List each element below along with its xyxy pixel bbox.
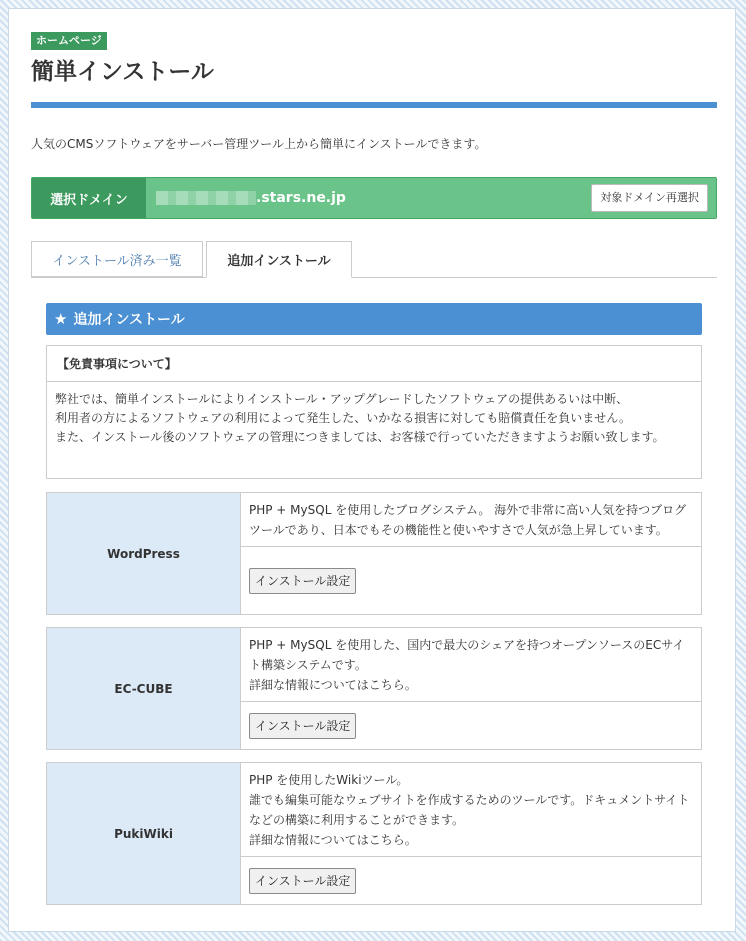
- app-description: [241, 763, 701, 857]
- title-divider: [31, 102, 717, 108]
- app-details: [241, 763, 701, 904]
- disclaimer-box: [46, 345, 702, 479]
- app-description-text: PHP + MySQL を使用したブログシステム。 海外で非常に高い人気を持つブログツールであり、日本でもその機能性と使いやすさで人気が急上昇しています。: [249, 503, 687, 537]
- tab-bar: [31, 241, 717, 278]
- page-description: 人気のCMSソフトウェアをサーバー管理ツール上から簡単にインストールできます。: [31, 137, 487, 151]
- section-header: [46, 303, 702, 335]
- app-row-pukiwiki: [46, 762, 702, 905]
- selected-domain-label: 選択ドメイン: [32, 178, 146, 218]
- disclaimer-text: 弊社では、簡単インストールによりインストール・アップグレードしたソフトウェアの提供あるいは中断、: [55, 392, 629, 406]
- disclaimer-text: また、インストール後のソフトウェアの管理につきましては、お客様で行っていただきますようお願い致します。: [55, 430, 665, 444]
- app-details-link[interactable]: 詳細な情報についてはこちら。: [249, 678, 417, 692]
- app-details: [241, 493, 701, 614]
- tab-installed-list[interactable]: インストール済み一覧: [31, 241, 203, 277]
- install-settings-button[interactable]: インストール設定: [249, 713, 356, 739]
- app-name: PukiWiki: [47, 763, 241, 904]
- app-name: WordPress: [47, 493, 241, 614]
- disclaimer-body: [47, 382, 701, 447]
- breadcrumb[interactable]: ホームページ: [31, 32, 107, 50]
- app-details-link[interactable]: 詳細な情報についてはこちら。: [249, 833, 417, 847]
- selected-domain-value: .stars.ne.jp: [256, 190, 346, 206]
- app-description-text: 誰でも編集可能なウェブサイトを作成するためのツールです。ドキュメントサイトなどの構築に利用することができます。: [249, 793, 690, 827]
- tab-add-install[interactable]: 追加インストール: [206, 241, 352, 278]
- install-settings-button[interactable]: インストール設定: [249, 568, 356, 594]
- disclaimer-text: 利用者の方によるソフトウェアの利用によって発生した、いかなる損害に対しても賠償責任を負いません。: [55, 411, 632, 425]
- star-icon: ★: [54, 310, 68, 328]
- redacted-domain-mask: [156, 191, 256, 205]
- app-name: EC-CUBE: [47, 628, 241, 749]
- app-row-wordpress: [46, 492, 702, 615]
- disclaimer-heading: 【免責事項について】: [47, 346, 701, 382]
- reselect-domain-button[interactable]: 対象ドメイン再選択: [591, 184, 708, 212]
- app-details: [241, 628, 701, 749]
- selected-domain-value-area: [146, 178, 716, 218]
- app-description-text: PHP + MySQL を使用した、国内で最大のシェアを持つオープンソースのECサイト構築システムです。: [249, 638, 685, 672]
- app-description: [241, 493, 701, 547]
- page-title: 簡単インストール: [31, 59, 214, 85]
- section-title: 追加インストール: [73, 312, 185, 328]
- install-settings-button[interactable]: インストール設定: [249, 868, 356, 894]
- content-panel: [8, 8, 736, 932]
- app-action: [241, 547, 701, 614]
- app-description: [241, 628, 701, 702]
- app-action: [241, 857, 701, 904]
- app-action: [241, 702, 701, 749]
- selected-domain-bar: [31, 177, 717, 219]
- app-description-text: PHP を使用したWikiツール。: [249, 773, 409, 787]
- app-row-ec-cube: [46, 627, 702, 750]
